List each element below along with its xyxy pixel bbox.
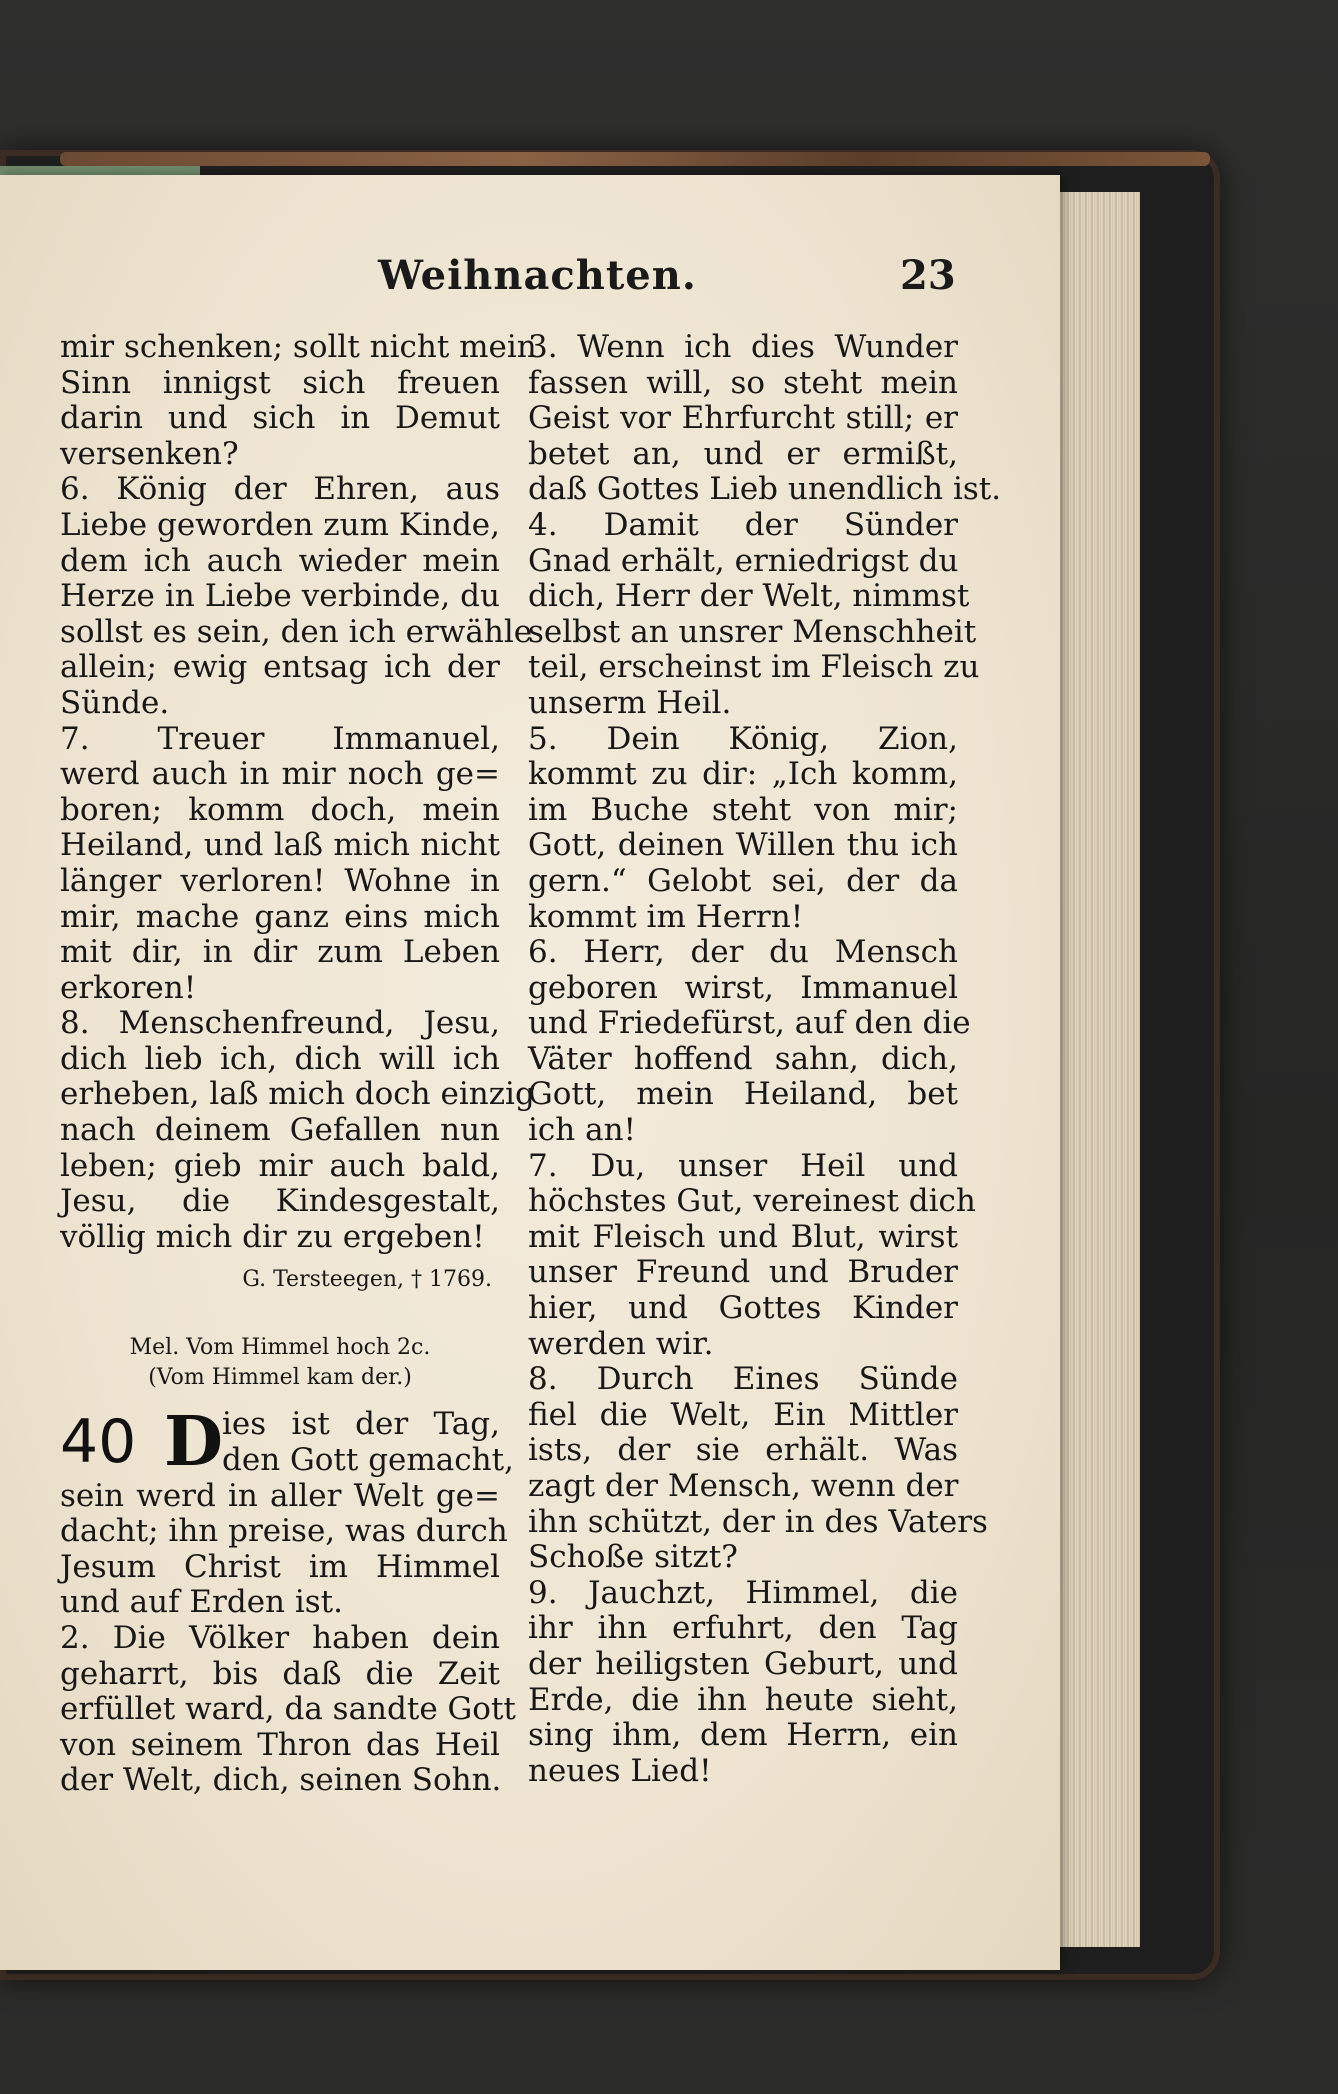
text-line: 8. Menschenfreund, Jesu, xyxy=(60,1005,500,1042)
text-line: dacht; ihn preise, was durch xyxy=(60,1513,508,1550)
text-line: versenken? xyxy=(60,435,239,472)
text-line: kommt zu dir: „Ich komm, xyxy=(528,756,958,793)
text-line: Sinn innigst sich freuen xyxy=(60,364,500,401)
text-line: sein werd in aller Welt ge= xyxy=(60,1477,500,1514)
author-attribution: G. Tersteegen, † 1769. xyxy=(242,1267,492,1293)
text-line: ihr ihn erfuhrt, den Tag xyxy=(528,1610,958,1647)
text-line: Heiland, und laß mich nicht xyxy=(60,827,500,864)
text-line: geharrt, bis daß die Zeit xyxy=(60,1655,500,1692)
text-line: unserm Heil. xyxy=(528,684,732,721)
melody-line-2: (Vom Himmel kam der.) xyxy=(148,1365,412,1391)
text-line: unser Freund und Bruder xyxy=(528,1254,958,1291)
text-line: boren; komm doch, mein xyxy=(60,791,500,828)
text-line: der heiligsten Geburt, und xyxy=(528,1645,958,1682)
text-line: 6. Herr, der du Mensch xyxy=(528,934,958,971)
text-line: werden wir. xyxy=(528,1325,714,1362)
text-line: geboren wirst, Immanuel xyxy=(528,969,958,1006)
text-line: mir schenken; sollt nicht mein xyxy=(60,329,537,365)
text-line: daß Gottes Lieb unendlich ist. xyxy=(528,471,1002,508)
text-line: 5. Dein König, Zion, xyxy=(528,720,958,757)
hymn-number: 40 xyxy=(60,1407,137,1478)
cover-top-edge xyxy=(60,152,1210,166)
text-line: hier, und Gottes Kinder xyxy=(528,1290,958,1327)
text-line: 8. Durch Eines Sünde xyxy=(528,1361,958,1398)
left-column xyxy=(60,329,537,1799)
running-header: Weihnachten. xyxy=(378,252,697,299)
text-line: dich lieb ich, dich will ich xyxy=(60,1040,500,1077)
text-line: Gott, deinen Willen thu ich xyxy=(528,827,958,864)
text-line: darin und sich in Demut xyxy=(60,400,500,437)
text-line: Jesu, die Kindesgestalt, xyxy=(60,1183,500,1220)
text-line: dich, Herr der Welt, nimmst xyxy=(528,578,970,615)
text-line: 3. Wenn ich dies Wunder xyxy=(528,329,958,365)
text-line: Sünde. xyxy=(60,684,170,721)
text-line: 7. Du, unser Heil und xyxy=(528,1147,958,1184)
text-line: mir, mache ganz eins mich xyxy=(60,898,500,935)
text-line: erkoren! xyxy=(60,969,197,1006)
text-line: teil, erscheinst im Fleisch zu xyxy=(528,649,980,686)
hymn-second-line: den Gott gemacht, xyxy=(222,1442,514,1479)
text-line: Herze in Liebe verbinde, du xyxy=(60,578,500,615)
text-line: 4. Damit der Sünder xyxy=(528,506,958,543)
text-line: 6. König der Ehren, aus xyxy=(60,471,500,508)
text-line: Erde, die ihn heute sieht, xyxy=(528,1681,958,1718)
text-line: Geist vor Ehrfurcht still; er xyxy=(528,400,958,437)
text-line: Jesum Christ im Himmel xyxy=(60,1548,500,1585)
text-line: Liebe geworden zum Kinde, xyxy=(60,506,500,543)
text-line: erfüllet ward, da sandte Gott xyxy=(60,1691,516,1728)
text-line: gern.“ Gelobt sei, der da xyxy=(528,862,958,899)
text-line: Gnad erhält, erniedrigst du xyxy=(528,542,959,579)
text-line: höchstes Gut, vereinest dich xyxy=(528,1183,976,1220)
text-line: sing ihm, dem Herrn, ein xyxy=(528,1717,958,1754)
left-lines-after xyxy=(60,1477,516,1799)
text-line: 9. Jauchzt, Himmel, die xyxy=(528,1574,958,1611)
text-line: ists, der sie erhält. Was xyxy=(528,1432,958,1469)
text-line: 7. Treuer Immanuel, xyxy=(60,720,500,757)
text-line: sollst es sein, den ich erwähle xyxy=(60,613,533,650)
text-line: erheben, laß mich doch einzig xyxy=(60,1076,535,1113)
text-line: leben; gieb mir auch bald, xyxy=(60,1147,500,1184)
right-lines xyxy=(528,329,1002,1789)
melody-reference xyxy=(60,1333,500,1393)
text-line: fassen will, so steht mein xyxy=(528,364,958,401)
melody-line-1: Mel. Vom Himmel hoch 2c. xyxy=(129,1335,431,1361)
text-line: im Buche steht von mir; xyxy=(528,791,958,828)
text-line: kommt im Herrn! xyxy=(528,898,804,935)
text-line: Schoße sitzt? xyxy=(528,1539,738,1576)
text-line: nach deinem Gefallen nun xyxy=(60,1112,500,1149)
right-column xyxy=(528,329,1002,1789)
text-line: werd auch in mir noch ge= xyxy=(60,756,500,793)
left-lines-before xyxy=(60,329,537,1255)
text-line: ich an! xyxy=(528,1112,637,1149)
drop-cap: D xyxy=(164,1402,223,1483)
page-edges xyxy=(1050,192,1140,1947)
page-number: 23 xyxy=(900,252,956,299)
text-line: zagt der Mensch, wenn der xyxy=(528,1468,959,1504)
hymn-first-line: ies ist der Tag, xyxy=(222,1406,500,1443)
text-line: Väter hoffend sahn, dich, xyxy=(528,1040,958,1077)
text-line: neues Lied! xyxy=(528,1752,712,1789)
text-line: Gott, mein Heiland, bet xyxy=(528,1076,958,1113)
text-line: selbst an unsrer Menschheit xyxy=(528,613,977,650)
text-line: ihn schützt, der in des Vaters xyxy=(528,1503,988,1540)
text-line: 2. Die Völker haben dein xyxy=(60,1620,500,1656)
text-line: allein; ewig entsag ich der xyxy=(60,649,500,686)
text-line: und auf Erden ist. xyxy=(60,1584,343,1621)
text-line: der Welt, dich, seinen Sohn. xyxy=(60,1762,502,1799)
hymn-40-start xyxy=(60,1402,514,1483)
text-line: betet an, und er ermißt, xyxy=(528,435,958,472)
text-line: fiel die Welt, Ein Mittler xyxy=(528,1396,958,1433)
text-line: länger verloren! Wohne in xyxy=(60,862,500,899)
text-line: völlig mich dir zu ergeben! xyxy=(60,1218,485,1255)
text-line: mit dir, in dir zum Leben xyxy=(60,934,500,971)
text-line: mit Fleisch und Blut, wirst xyxy=(528,1218,958,1255)
text-line: und Friedefürst, auf den die xyxy=(528,1005,971,1042)
text-line: dem ich auch wieder mein xyxy=(60,542,500,579)
text-line: von seinem Thron das Heil xyxy=(60,1726,500,1763)
